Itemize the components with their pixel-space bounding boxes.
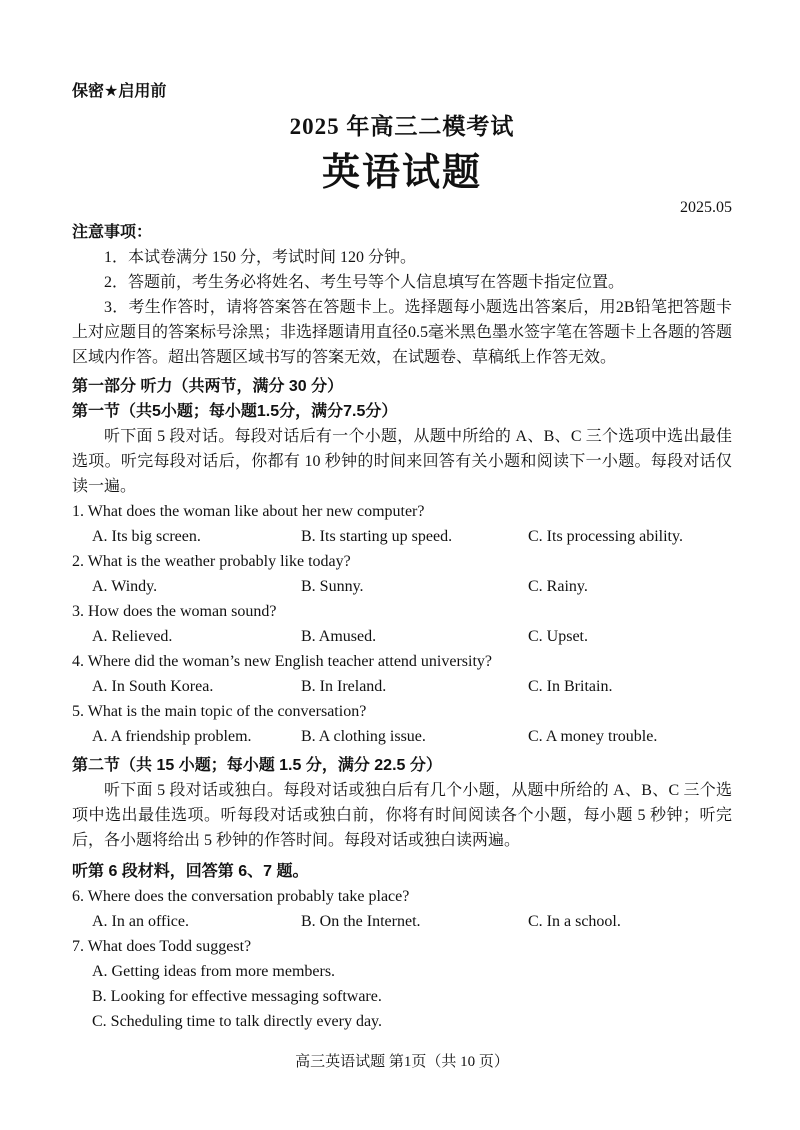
notice-item-2: 2．答题前，考生务必将姓名、考生号等个人信息填写在答题卡指定位置。 (104, 274, 625, 291)
question-7-option-b: B. Looking for effective messaging software. (92, 988, 382, 1005)
question-7-stem: 7. What does Todd suggest? (72, 938, 252, 955)
subject-title: 英语试题 (321, 152, 482, 194)
section2-heading: 第二节（共 15 小题；每小题 1.5 分，满分 22.5 分） (72, 757, 442, 774)
question-4 (72, 649, 732, 699)
section1-instructions: 听下面 5 段对话。每段对话后有一个小题，从题中所给的 A、B、C 三个选项中选出最佳选项。听完每段对话后，你都有 10 秒钟的时间来回答有关小题和阅读下一小题。每段对话仅读一遍。 (72, 428, 732, 495)
question-1-option-a: A. Its big screen. (92, 528, 201, 545)
question-3-option-c: C. Upset. (528, 628, 588, 645)
question-3-option-b: B. Amused. (301, 628, 377, 645)
question-2-option-b: B. Sunny. (301, 578, 364, 595)
question-4-stem: 4. Where did the woman’s new English teacher attend university? (72, 653, 493, 670)
question-1-options (72, 524, 732, 549)
question-6-stem: 6. Where does the conversation probably take place? (72, 888, 410, 905)
question-2-stem: 2. What is the weather probably like today? (72, 553, 351, 570)
page-footer: 高三英语试题 第1页（共 10 页） (295, 1054, 509, 1070)
question-1-stem: 1. What does the woman like about her new computer? (72, 503, 425, 520)
question-2 (72, 549, 732, 599)
question-5-option-b: B. A clothing issue. (301, 728, 426, 745)
question-2-option-c: C. Rainy. (528, 578, 588, 595)
question-3-options (72, 624, 732, 649)
question-7 (72, 934, 732, 1034)
part1-heading: 第一部分 听力（共两节，满分 30 分） (72, 378, 344, 395)
exam-date: 2025.05 (680, 199, 732, 216)
question-2-option-a: A. Windy. (92, 578, 158, 595)
question-4-option-a: A. In South Korea. (92, 678, 214, 695)
question-6-option-c: C. In a school. (528, 913, 621, 930)
question-4-options (72, 674, 732, 699)
question-1 (72, 499, 732, 549)
question-4-option-b: B. In Ireland. (301, 678, 387, 695)
question-7-option-a: A. Getting ideas from more members. (92, 963, 336, 980)
question-7-options (72, 959, 732, 1034)
question-5-option-c: C. A money trouble. (528, 728, 658, 745)
question-4-option-c: C. In Britain. (528, 678, 613, 695)
question-5 (72, 699, 732, 749)
question-2-options (72, 574, 732, 599)
notice-item-3: 3．考生作答时，请将答案答在答题卡上。选择题每小题选出答案后，用2B铅笔把答题卡上对应题目的答案标号涂黑；非选择题请用直径0.5毫米黑色墨水签字笔在答题卡上各题的答题区域内作答。超出答题区域书写的答案无效，在试题卷、草稿纸上作答无效。 (72, 299, 733, 366)
section2-instructions: 听下面 5 段对话或独白。每段对话或独白后有几个小题，从题中所给的 A、B、C 三个选项中选出最佳选项。听每段对话或独白前，你将有时间阅读各个小题，每小题 5 秒钟；听完后，各小题将给出 5 秒钟的作答时间。每段对话或独白读两遍。 (72, 782, 732, 849)
question-3-option-a: A. Relieved. (92, 628, 173, 645)
notice-heading: 注意事项： (72, 224, 153, 241)
question-6 (72, 884, 732, 934)
question-6-option-b: B. On the Internet. (301, 913, 421, 930)
question-3 (72, 599, 732, 649)
question-6-options (72, 909, 732, 934)
question-7-option-c: C. Scheduling time to talk directly every day. (92, 1013, 382, 1030)
section1-heading: 第一节（共5小题；每小题1.5分，满分7.5分） (72, 403, 398, 420)
notice-section (72, 220, 732, 370)
question-3-stem: 3. How does the woman sound? (72, 603, 277, 620)
question-6-option-a: A. In an office. (92, 913, 189, 930)
question-5-option-a: A. A friendship problem. (92, 728, 252, 745)
question-5-stem: 5. What is the main topic of the conversation? (72, 703, 367, 720)
exam-title: 2025 年高三二模考试 (289, 114, 515, 139)
question-5-options (72, 724, 732, 749)
question-1-option-b: B. Its starting up speed. (301, 528, 453, 545)
notice-item-1: 1．本试卷满分 150 分，考试时间 120 分钟。 (104, 249, 417, 266)
question-1-option-c: C. Its processing ability. (528, 528, 683, 545)
material-6-heading: 听第 6 段材料，回答第 6、7 题。 (72, 863, 309, 880)
security-label: 保密★启用前 (72, 83, 167, 100)
